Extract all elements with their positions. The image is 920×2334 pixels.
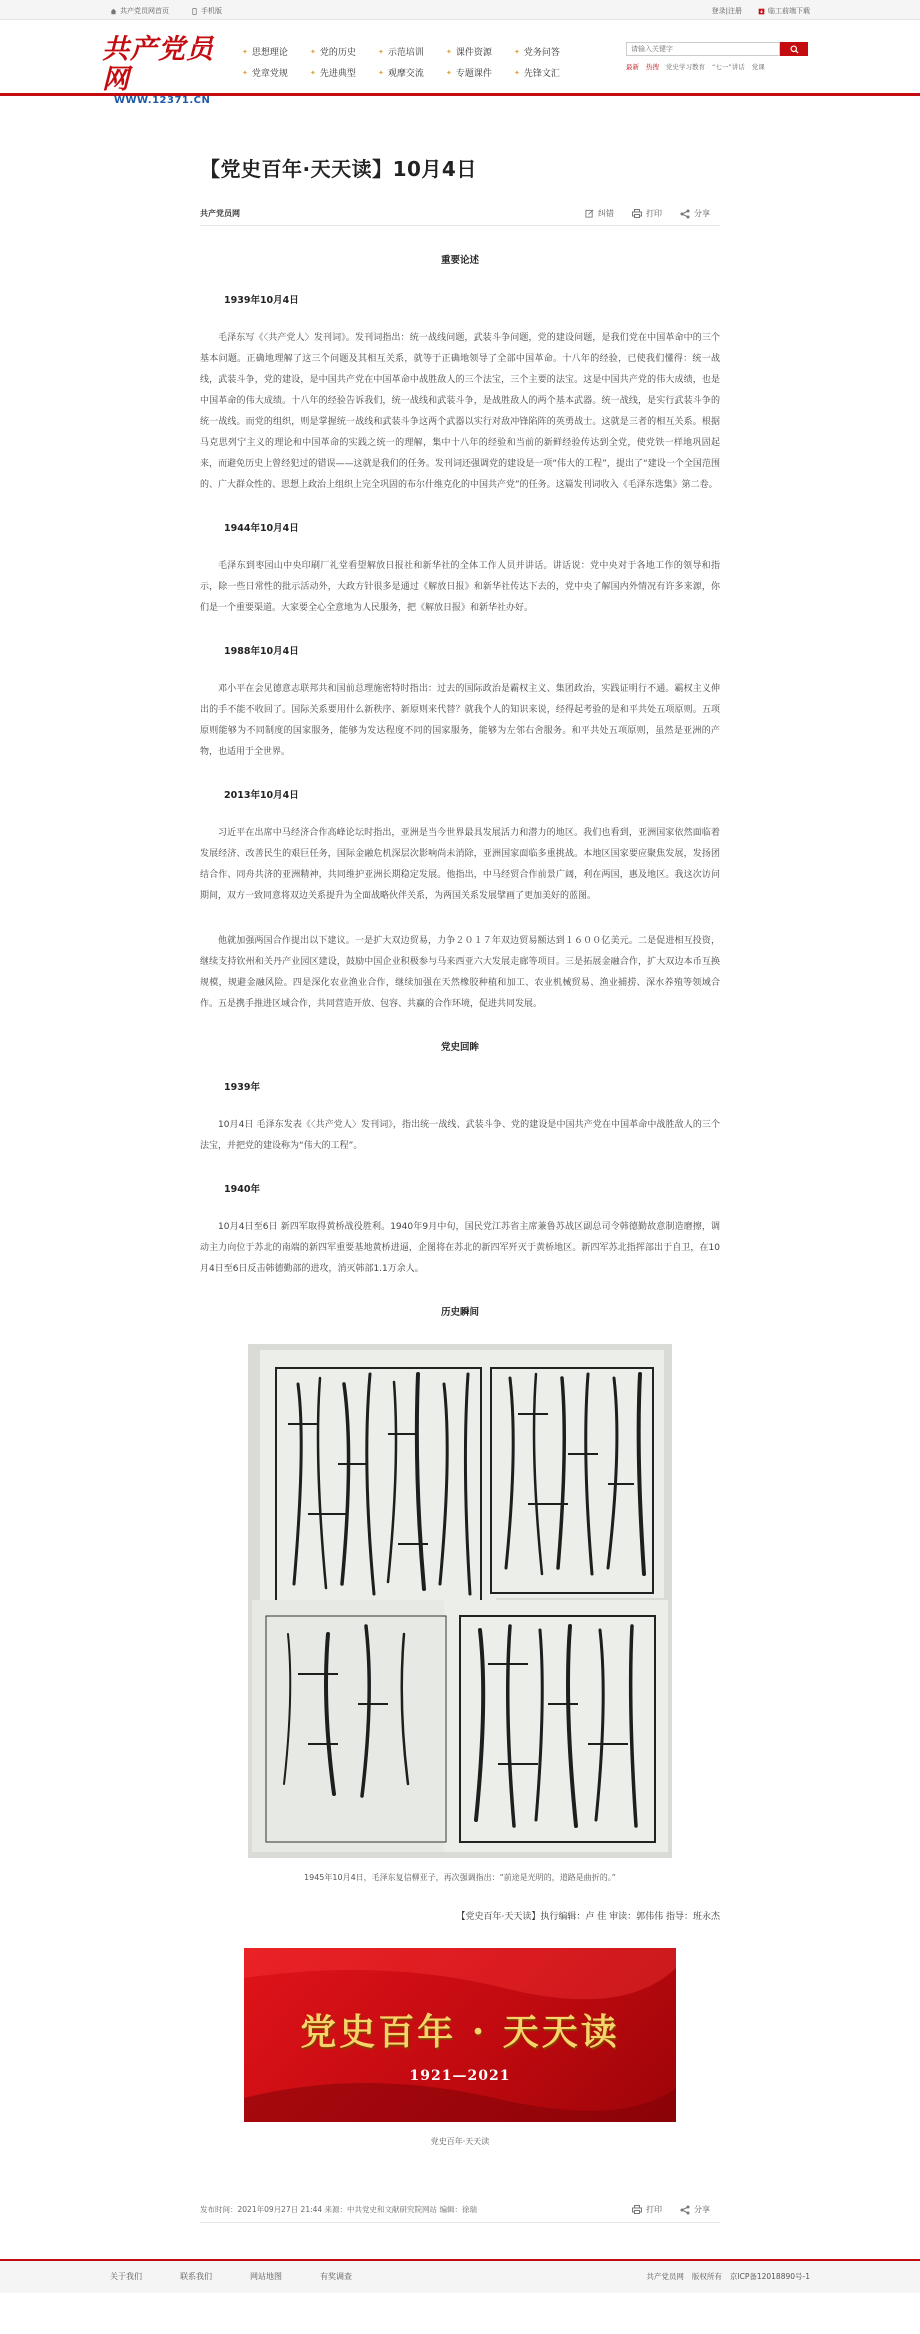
footer-link-about[interactable]: 关于我们 — [110, 2271, 142, 2281]
nav-item-courseware[interactable]: ✦ 课件资源 — [446, 47, 492, 58]
footer-link-contact[interactable]: 联系我们 — [180, 2271, 212, 2281]
top-bar — [0, 0, 920, 20]
share-icon — [680, 209, 690, 219]
print-button[interactable]: 打印 — [632, 208, 662, 219]
publish-info: 发布时间：2021年09月27日 21:44 来源：中共党史和文献研究院网站 编辑：徐瑞 — [200, 2205, 477, 2214]
main-nav — [242, 45, 582, 79]
share-button[interactable]: 分享 — [680, 2204, 710, 2215]
banner-years: 1921—2021 — [409, 2068, 511, 2084]
section-title: 重要论述 — [440, 255, 479, 266]
hot-keyword[interactable]: “七一”讲话 — [712, 63, 745, 71]
star-icon: ✦ — [446, 68, 452, 77]
search-button[interactable] — [780, 42, 808, 56]
star-icon: ✦ — [242, 47, 248, 56]
star-icon: ✦ — [446, 47, 452, 56]
banner-title: 党史百年 · 天天读 — [300, 2011, 620, 2053]
hot-keywords — [626, 62, 810, 71]
editor-credits: 【党史百年·天天读】执行编辑：卢 佳 审读：郭伟伟 指导：班永杰 — [456, 1912, 720, 1922]
error-report-button[interactable]: 纠错 — [585, 208, 614, 219]
article-source: 共产党员网 — [200, 209, 240, 218]
hot-keyword[interactable]: 最新 — [626, 63, 639, 71]
date-heading: 2013年10月4日 — [224, 790, 299, 801]
banner-caption: 党史百年·天天读 — [430, 2137, 490, 2146]
search-icon — [790, 45, 799, 54]
nav-item-rules[interactable]: ✦ 党章党规 — [242, 68, 288, 79]
nav-item-models[interactable]: ✦ 先进典型 — [310, 68, 356, 79]
bottom-tools — [632, 2204, 710, 2215]
home-icon — [110, 8, 117, 15]
historical-letter-photo — [248, 1344, 672, 1858]
edit-icon — [585, 209, 594, 218]
search-input[interactable] — [626, 42, 780, 56]
share-button[interactable]: 分享 — [680, 208, 710, 219]
star-icon: ✦ — [242, 68, 248, 77]
mobile-link[interactable]: 手机版 — [191, 6, 222, 16]
date-heading: 1939年10月4日 — [224, 295, 299, 306]
paragraph: 毛泽东写《〈共产党人〉发刊词》。发刊词指出：统一战线问题，武装斗争问题，党的建设问题，是我们党在中国革命中的三个基本问题。正确地理解了这三个问题及其相互关系，就等于正确地领导了全部中国革命。十八年的经验，已使我们懂得：统一战线，武装斗争，党的建设，是中国共产党在中国革命中战胜敌人的三个法宝，三个主要的法宝。这是中国共产党的伟大成绩，也是中国革命的伟大成绩。十八年的经验告诉我们，统一战线和武装斗争，是战胜敌人的两个基本武器。统一战线，是实行武装斗争的统一战线。而党的组织，则是掌握统一战线和武装斗争这两个武器以实行对敌冲锋陷阵的英勇战士。这就是三者的相互关系。根据马克思列宁主义的理论和中国革命的实践之统一的理解，集中十八年的经验和当前的新鲜经验传达到全党，使党铁一样地巩固起来，而避免历史上曾经犯过的错误——这就是我们的任务。发刊词还强调党的建设是一项“伟大的工程”，提出了“建设一个全国范围的、广大群众性的、思想上政治上组织上完全巩固的布尔什维克化的中国共产党”的任务。这篇发刊词收入《毛泽东选集》第二卷。 — [200, 333, 720, 490]
star-icon: ✦ — [310, 68, 316, 77]
site-logo[interactable] — [102, 35, 230, 106]
paragraph: 10月4日 毛泽东发表《〈共产党人〉发刊词》，指出统一战线、武装斗争、党的建设是中国共产党在中国革命中战胜敌人的三个法宝，并把党的建设称为“伟大的工程”。 — [200, 1120, 720, 1151]
star-icon: ✦ — [378, 47, 384, 56]
site-footer — [0, 2259, 920, 2293]
phone-icon — [191, 8, 198, 15]
paragraph: 毛泽东到枣园山中央印刷厂礼堂看望解放日报社和新华社的全体工作人员并讲话。讲话说：党中央对于各地工作的领导和指示，除一些日常性的批示活动外，大政方针很多是通过《解放日报》和新华社传达下去的，党中央了解国内外情况有许多来源，你们是一个重要渠道。大家要全心全意地为人民服务，把《解放日报》和新华社办好。 — [200, 561, 720, 613]
paragraph: 邓小平在会见德意志联邦共和国前总理施密特时指出：过去的国际政治是霸权主义、集团政治，实践证明行不通。霸权主义伸出的手不能不收回了。国际关系要用什么新秩序、新原则来代替？就我个人的知识来说，经得起考验的是和平共处五项原则。五项原则能够为不同制度的国家服务，能够为发达程度不同的国家服务，能够为左邻右舍服务。和平共处五项原则，虽然是亚洲的产物，也适用于全世界。 — [200, 684, 720, 757]
paragraph: 习近平在出席中马经济合作高峰论坛时指出，亚洲是当今世界最具发展活力和潜力的地区。我们也看到，亚洲国家依然面临着发展经济、改善民生的艰巨任务，国际金融危机深层次影响尚未消除，亚洲国家面临多重挑战。本地区国家要应聚焦发展，发扬团结合作、同舟共济的亚洲精神，共同维护亚洲长期稳定发展。他指出，中马经贸合作前景广阔，利在两国，惠及地区。我这次访问期间，双方一致同意将双边关系提升为全面战略伙伴关系，为两国关系发展擘画了更加美好的蓝图。 — [200, 828, 720, 901]
nav-item-topics[interactable]: ✦ 专题课件 — [446, 68, 492, 79]
hot-keyword[interactable]: 党课 — [751, 63, 765, 71]
star-icon: ✦ — [378, 68, 384, 77]
logo-text: 共产党员网 — [102, 34, 214, 95]
hot-keyword[interactable]: 热搜 — [646, 63, 659, 71]
logo-url: WWW.12371.CN — [114, 95, 211, 106]
article-body — [200, 252, 720, 2223]
search-area — [626, 42, 810, 71]
footer-icp[interactable]: 京ICP备12018890号-1 — [729, 2271, 810, 2281]
star-icon: ✦ — [514, 47, 520, 56]
site-header — [0, 20, 920, 106]
star-icon: ✦ — [514, 68, 520, 77]
paragraph: 10月4日至6日 新四军取得黄桥战役胜利。1940年9月中旬，国民党江苏省主席兼鲁苏战区副总司令韩德勤故意制造磨擦，调动主力向位于苏北的南端的新四军重要基地黄桥进逼，企图将在苏北的新四军歼灭于黄桥地区。新四军苏北指挥部出于自卫，在10月4日至6日反击韩德勤部的进攻，消灭韩部1.1万余人。 — [200, 1222, 720, 1274]
star-icon: ✦ — [310, 47, 316, 56]
print-button[interactable]: 打印 — [632, 2204, 662, 2215]
home-link[interactable]: 共产党员网首页 — [110, 6, 169, 16]
series-banner — [244, 1948, 676, 2122]
photo-caption: 1945年10月4日，毛泽东复信柳亚子，再次强调指出：“前途是光明的，道路是曲折的。” — [304, 1873, 616, 1882]
date-heading: 1939年 — [224, 1082, 260, 1093]
footer-site-name: 共产党员网 — [646, 2271, 684, 2281]
date-heading: 1944年10月4日 — [224, 523, 299, 534]
nav-item-exchange[interactable]: ✦ 观摩交流 — [378, 68, 424, 79]
article-title: 【党史百年·天天读】10月4日 — [200, 157, 477, 181]
share-icon — [680, 2205, 690, 2215]
article-meta — [200, 208, 720, 226]
hot-keyword[interactable]: 党史学习教育 — [666, 63, 705, 71]
nav-item-literature[interactable]: ✦ 先锋文汇 — [514, 68, 560, 79]
section-title: 历史瞬间 — [440, 1307, 479, 1318]
article — [200, 153, 720, 2223]
nav-item-qa[interactable]: ✦ 党务问答 — [514, 47, 560, 58]
download-icon — [758, 8, 765, 15]
footer-link-survey[interactable]: 有奖调查 — [320, 2271, 352, 2281]
date-heading: 1940年 — [224, 1184, 260, 1195]
footer-link-sitemap[interactable]: 网站地图 — [250, 2271, 282, 2281]
footer-copyright: 版权所有 — [691, 2271, 722, 2281]
nav-item-training[interactable]: ✦ 示范培训 — [378, 47, 424, 58]
nav-item-history[interactable]: ✦ 党的历史 — [310, 47, 356, 58]
letter-manuscript-image — [248, 1344, 672, 1858]
download-link[interactable]: 临工前端下载 — [758, 6, 810, 16]
article-tools — [585, 208, 710, 219]
nav-item-theory[interactable]: ✦ 思想理论 — [242, 47, 288, 58]
login-link[interactable]: 登录|注册 — [711, 7, 742, 15]
paragraph: 他就加强两国合作提出以下建议。一是扩大双边贸易，力争２０１７年双边贸易额达到１６００亿美元。二是促进相互投资，继续支持钦州和关丹产业园区建设，鼓励中国企业积极参与马来西亚六大发展走廊等项目。三是拓展金融合作，扩大双边本币互换规模，规避金融风险。四是深化农业渔业合作，继续加强在天然橡胶种植和加工、农业机械贸易、渔业捕捞、深水养殖等领域合作。五是携手推进区域合作，共同营造开放、包容、共赢的合作环境，促进共同发展。 — [200, 936, 720, 1009]
date-heading: 1988年10月4日 — [224, 646, 299, 657]
section-title: 党史回眸 — [440, 1042, 479, 1053]
publish-meta — [200, 2205, 720, 2223]
printer-icon — [632, 209, 642, 218]
printer-icon — [632, 2205, 642, 2214]
